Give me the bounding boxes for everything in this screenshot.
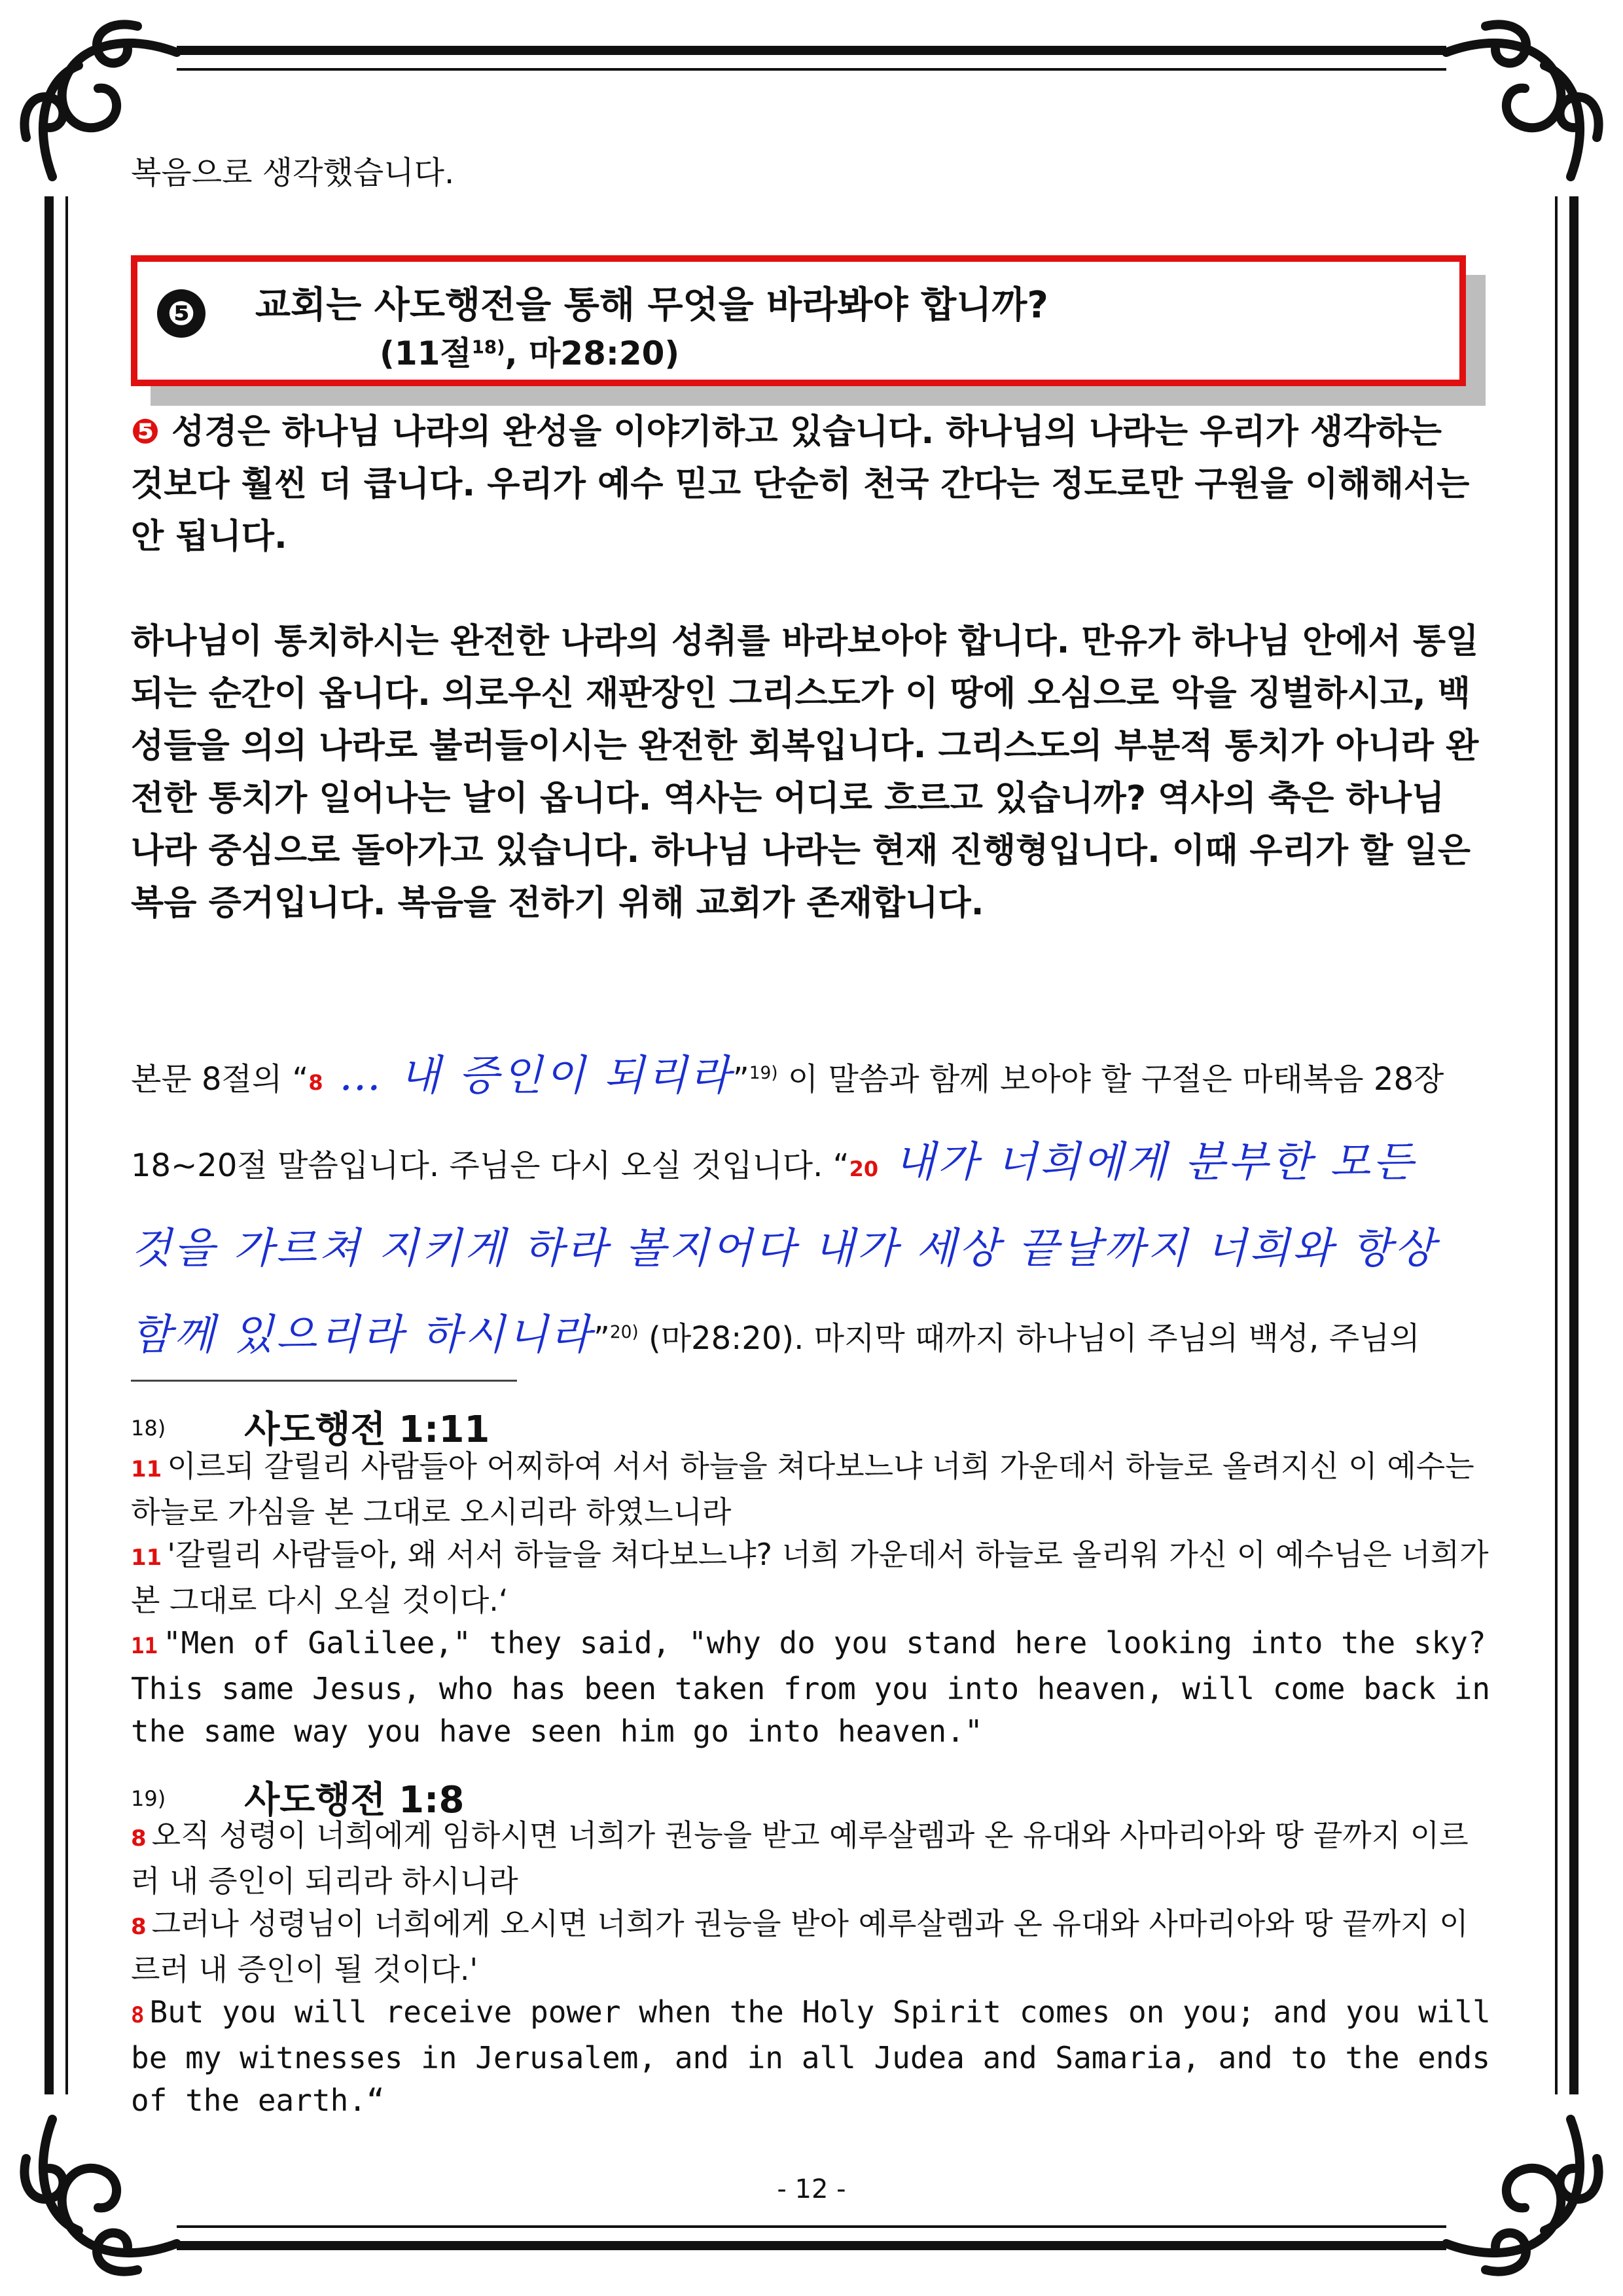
body-text: (마28:20). 마지막 때까지 하나님이 주님의 백성, 주님의	[638, 1320, 1420, 1357]
frame-bottom-inner-line	[177, 2225, 1446, 2228]
frame-top-border	[177, 46, 1446, 55]
scripture-quote: 것을 가르쳐 지키게 하라 볼지어다 내가 세상 끝날까지 너희와 항상	[131, 1225, 1438, 1273]
body-text: ”	[732, 1061, 749, 1098]
intro-text: 복음으로 생각했습니다.	[131, 154, 455, 191]
body-text: 이 말씀과 함께 보아야 할 구절은 마태복음 28장	[777, 1061, 1444, 1098]
body-paragraph	[131, 1033, 1492, 1378]
verse-number: 11	[131, 1545, 162, 1571]
footnote-separator	[131, 1380, 517, 1382]
footnote-title: 사도행전 1:11	[244, 1408, 490, 1451]
verse-korean-2	[131, 1534, 1492, 1622]
verse-text: 오직 성령이 너희에게 임하시면 너희가 권능을 받고 예루살렘과 온 유대와 사마리아와 땅 끝까지 이르러 내 증인이 되리라 하시니라	[131, 1818, 1469, 1899]
verse-korean-1	[131, 1445, 1492, 1534]
footnote-18-body	[131, 1445, 1492, 1753]
question-text: 교회는 사도행전을 통해 무엇을 바라봐야 합니까?	[255, 284, 1048, 327]
body-line-3	[131, 1206, 1492, 1292]
verse-text: 그러나 성령님이 너희에게 오시면 너희가 권능을 받아 예루살렘과 온 유대와 사마리아와 땅 끝까지 이르러 내 증인이 될 것이다.'	[131, 1906, 1469, 1987]
verse-text: 이르되 갈릴리 사람들아 어찌하여 서서 하늘을 쳐다보느냐 너희 가운데서 하늘로 올려지신 이 예수는 하늘로 가심을 본 그대로 오시리라 하였느니라	[131, 1448, 1474, 1530]
frame-right-inner-line	[1555, 196, 1558, 2094]
ref-suffix: , 마28:20)	[505, 334, 680, 372]
answer-paragraph-1	[131, 406, 1479, 563]
verse-number: 20	[849, 1157, 879, 1181]
frame-right-border	[1569, 196, 1578, 2094]
scripture-quote: 내가 너희에게 분부한 모든	[878, 1138, 1416, 1187]
body-line-1	[131, 1033, 1492, 1119]
verse-english	[131, 1622, 1492, 1753]
footnote-title: 사도행전 1:8	[244, 1779, 465, 1821]
verse-number: 8	[308, 1070, 323, 1095]
verse-korean-2	[131, 1903, 1492, 1991]
verse-korean-1	[131, 1814, 1492, 1903]
page-number: - 12 -	[777, 2174, 846, 2204]
verse-text: But you will receive power when the Holy Spirit comes on you; and you will be my witnesses in Jerusalem, and in all Judea and Samaria, and to the ends of the earth.“	[131, 1994, 1491, 2118]
answer-paragraph-1-text: 성경은 하나님 나라의 완성을 이야기하고 있습니다. 하나님의 나라는 우리가 생각하는 것보다 훨씬 더 큽니다. 우리가 예수 믿고 단순히 천국 간다는 정도로만 구원을 이해해서는 안 됩니다.	[131, 412, 1470, 556]
answer-paragraph-2: 하나님이 통치하시는 완전한 나라의 성취를 바라보아야 합니다. 만유가 하나님 안에서 통일되는 순간이 옵니다. 의로우신 재판장인 그리스도가 이 땅에 오심으로 악을 징벌하시고, 백성들을 의의 나라로 불러들이시는 완전한 회복입니다. 그리스도의 부분적 통치가 아니라 완전한 통치가 일어나는 날이 옵니다. 역사는 어디로 흐르고 있습니까? 역사의 축은 하나님 나라 중심으로 돌아가고 있습니다. 하나님 나라는 현재 진행형입니다. 이때 우리가 할 일은 복음 증거입니다. 복음을 전하기 위해 교회가 존재합니다.	[131, 622, 1479, 923]
frame-bottom-border	[177, 2241, 1446, 2250]
ref-prefix: (11절	[380, 334, 472, 372]
corner-ornament-top-right	[1420, 7, 1616, 203]
verse-number: 11	[131, 1456, 162, 1482]
body-line-4	[131, 1292, 1492, 1378]
verse-number: 11	[131, 1633, 158, 1659]
frame-left-inner-line	[65, 196, 68, 2094]
verse-number: 8	[131, 1914, 147, 1940]
question-reference	[380, 327, 679, 374]
footnote-mark: 19)	[749, 1063, 778, 1083]
scripture-quote: 함께 있으리라 하시니라	[131, 1311, 594, 1359]
footnote-number: 18)	[131, 1416, 166, 1441]
footnote-19-body	[131, 1814, 1492, 2122]
verse-number: 8	[131, 1825, 147, 1852]
verse-text: "Men of Galilee," they said, "why do you stand here looking into the sky? This same Jesus, who has been taken from you into heaven, will come back in the same way you have seen him go into heaven."	[131, 1625, 1491, 1749]
frame-left-border	[45, 196, 54, 2094]
body-line-2	[131, 1119, 1492, 1206]
scripture-quote: … 내 증인이 되리라	[323, 1052, 733, 1100]
body-text: 본문 8절의 “	[131, 1061, 309, 1098]
answer-bullet: ❺	[131, 412, 160, 452]
question-box	[131, 255, 1466, 386]
verse-text: '갈릴리 사람들아, 왜 서서 하늘을 쳐다보느냐? 너희 가운데서 하늘로 올리워 가신 이 예수님은 너희가 본 그대로 다시 오실 것이다.‘	[131, 1537, 1489, 1618]
frame-top-inner-line	[177, 68, 1446, 71]
question-number-badge: ❺	[157, 289, 205, 338]
verse-number: 8	[131, 2002, 145, 2028]
verse-english	[131, 1991, 1492, 2122]
footnote-number: 19)	[131, 1786, 166, 1811]
footnote-mark: 20)	[609, 1322, 639, 1342]
ref-footnote-mark: 18)	[471, 336, 505, 358]
body-text: 18~20절 말씀입니다. 주님은 다시 오실 것입니다. “	[131, 1147, 849, 1184]
body-text: ”	[593, 1320, 610, 1357]
